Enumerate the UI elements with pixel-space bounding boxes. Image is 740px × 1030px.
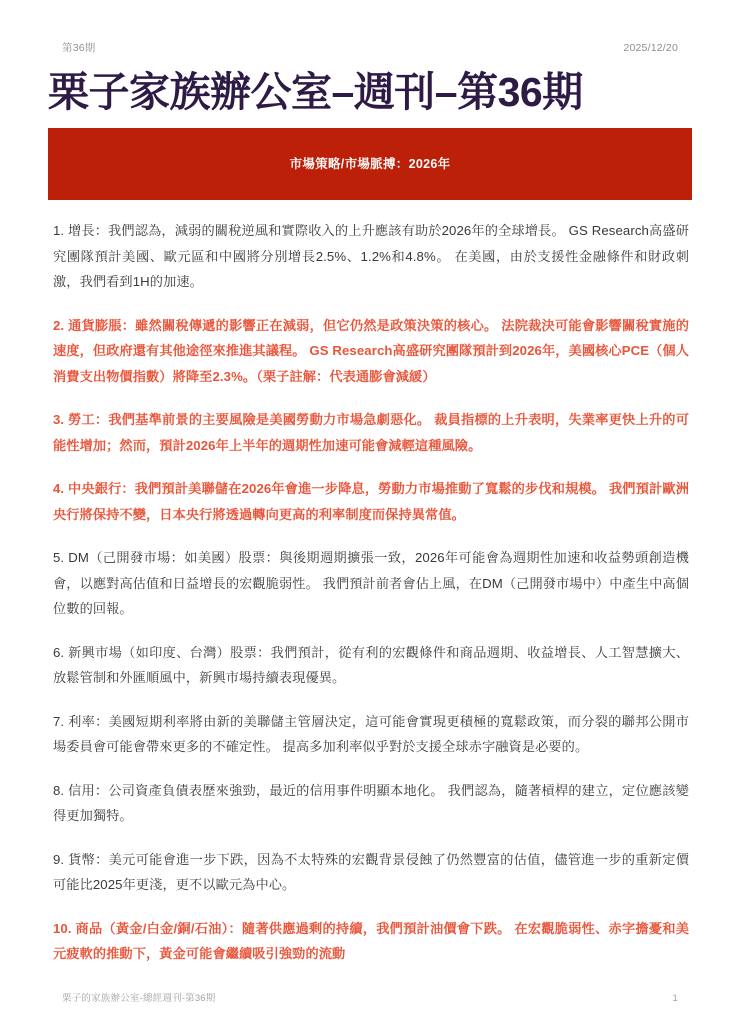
body-paragraph: 3. 勞工：我們基準前景的主要風險是美國勞動力市場急劇惡化。 裁員指標的上升表明，失業率更快上升的可能性增加；然而，預計2026年上半年的週期性加速可能會減輕這種風險。 bbox=[53, 412, 689, 453]
body-paragraph: 6. 新興市場（如印度、台灣）股票：我們預計，從有利的宏觀條件和商品週期、收益增長、人工智慧擴大、放鬆管制和外匯順風中，新興市場持續表現優異。 bbox=[53, 644, 689, 685]
body-content bbox=[53, 218, 689, 967]
header-meta-row bbox=[62, 40, 678, 55]
body-paragraph: 2. 通貨膨脹：雖然關稅傳遞的影響正在減弱，但它仍然是政策決策的核心。 法院裁決可能會影響關稅實施的速度，但政府還有其他途徑來推進其議程。 GS Research高盛研究團隊預計到2026年，美國核心PCE（個人消費支出物價指數）將降至2.3%。（栗子註解：代表通膨會減緩） bbox=[53, 317, 689, 384]
section-banner bbox=[48, 128, 692, 200]
page-title: 栗子家族辦公室–週刊–第36期 bbox=[48, 69, 583, 115]
issue-label: 第36期 bbox=[62, 42, 96, 54]
footer-page-number: 1 bbox=[672, 993, 678, 1004]
publication-date: 2025/12/20 bbox=[623, 42, 678, 54]
body-paragraph: 5. DM（己開發市場：如美國）股票：與後期週期擴張一致，2026年可能會為週期性加速和收益勢頭創造機會，以應對高估值和日益增長的宏觀脆弱性。 我們預計前者會佔上風，在DM（己開發市場中）中產生中高個位數的回報。 bbox=[53, 550, 689, 616]
body-paragraph: 10. 商品（黃金/白金/銅/石油）：隨著供應過剩的持續，我們預計油價會下跌。 在宏觀脆弱性、赤字擔憂和美元疲軟的推動下，黃金可能會繼續吸引強勁的流動 bbox=[53, 920, 689, 961]
body-paragraph: 1. 增長：我們認為，減弱的關稅逆風和實際收入的上升應該有助於2026年的全球增長。 GS Research高盛研究團隊預計美國、歐元區和中國將分別增長2.5%、1.2%和4.8%。 在美國，由於支援性金融條件和財政刺激，我們看到1H的加速。 bbox=[53, 223, 689, 289]
body-paragraph: 9. 貨幣：美元可能會進一步下跌，因為不太特殊的宏觀背景侵蝕了仍然豐富的估值，儘管進一步的重新定價可能比2025年更淺，更不以歐元為中心。 bbox=[53, 851, 689, 892]
page-footer bbox=[62, 990, 678, 1004]
footer-source: 栗子的家族辦公室-總經週刊-第36期 bbox=[62, 993, 216, 1004]
section-banner-label: 市場策略/市場脈搏：2026年 bbox=[289, 157, 451, 171]
body-paragraph: 7. 利率：美國短期利率將由新的美聯儲主管層決定，這可能會實現更積極的寬鬆政策，而分裂的聯邦公開市場委員會可能會帶來更多的不確定性。 提高多加利率似乎對於支援全球赤字融資是必要的。 bbox=[53, 713, 689, 754]
body-paragraph: 8. 信用：公司資產負債表歷來強勁，最近的信用事件明顯本地化。 我們認為，隨著槓桿的建立，定位應該變得更加獨特。 bbox=[53, 782, 689, 823]
body-paragraph: 4. 中央銀行：我們預計美聯儲在2026年會進一步降息，勞動力市場推動了寬鬆的步伐和規模。 我們預計歐洲央行將保持不變，日本央行將透過轉向更高的利率制度而保持異常值。 bbox=[53, 481, 689, 522]
